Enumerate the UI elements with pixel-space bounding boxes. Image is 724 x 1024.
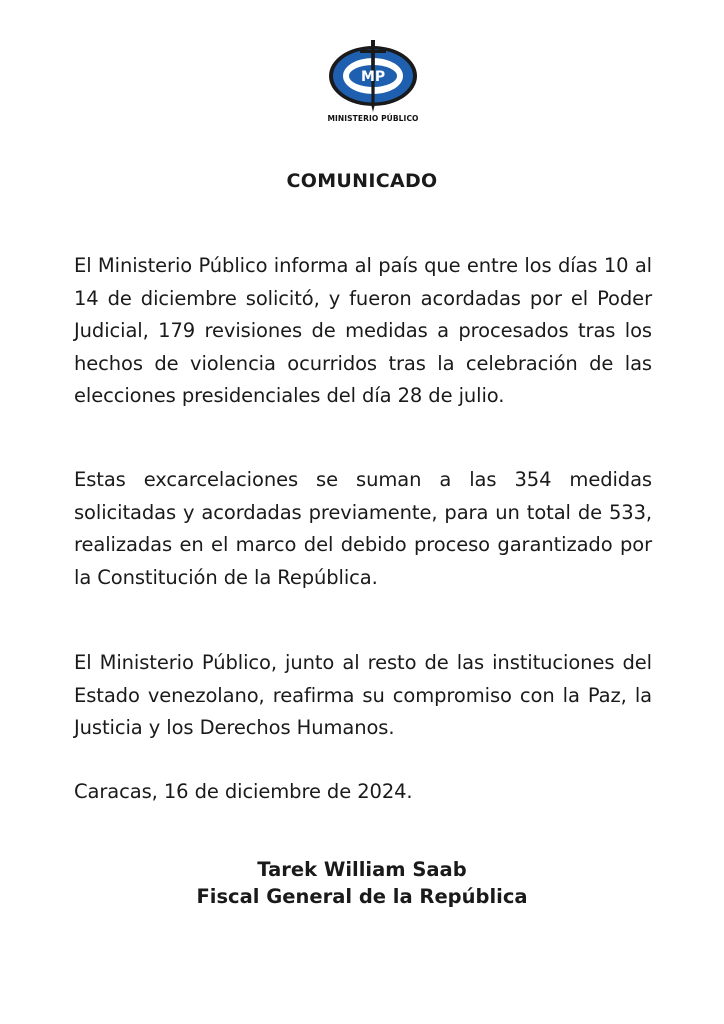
paragraph-1: El Ministerio Público informa al país que entre los días 10 al 14 de diciembre solicitó, y fueron acordadas por el Poder Judicial, 179 revisiones de medidas a procesados tras los hechos de violencia ocurridos tras la celebración de las elecciones presidenciales del día 28 de julio. [74, 254, 652, 408]
logo-caption: MINISTERIO PÚBLICO [327, 114, 419, 123]
logo-letters: MP [361, 69, 386, 85]
paragraph-3: El Ministerio Público, junto al resto de las instituciones del Estado venezolano, reafirma su compromiso con la Paz, la Justicia y los Derechos Humanos. [74, 651, 652, 740]
document-title: COMUNICADO [286, 170, 438, 192]
signatory-position: Fiscal General de la República [196, 885, 528, 908]
ministerio-publico-logo [318, 38, 428, 130]
logo-emblem-icon [318, 38, 428, 118]
signatory-name: Tarek William Saab [257, 858, 467, 881]
paragraph-2: Estas excarcelaciones se suman a las 354 medidas solicitadas y acordadas previamente, para un total de 533, realizadas en el marco del debido proceso garantizado por la Constitución de la República. [74, 468, 652, 589]
signature-block [0, 856, 724, 910]
date-line: Caracas, 16 de diciembre de 2024. [74, 780, 413, 803]
